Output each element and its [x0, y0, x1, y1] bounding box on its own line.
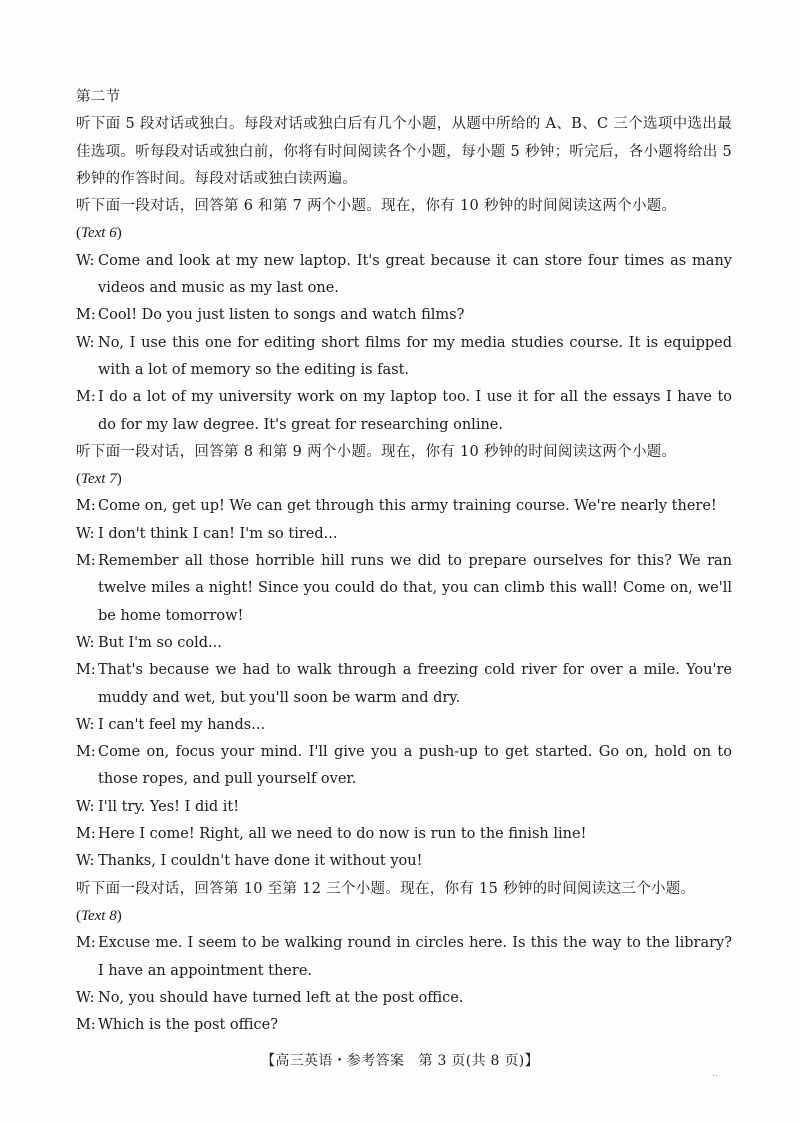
label-open-paren: (: [76, 471, 81, 488]
text-label: [76, 220, 732, 247]
label-text: Text 6: [81, 225, 117, 242]
speaker-label: W:: [76, 853, 95, 870]
dialogue-line: [76, 302, 732, 329]
dialogue-text: Cool! Do you just listen to songs and watch films?: [98, 307, 465, 324]
dialogue-text: Remember all those horrible hill runs we did to prepare ourselves for this? We ran twelve miles a night! Since you could do that, you can climb this wall! Come on, we'll be home tomorrow!: [98, 553, 732, 624]
dialogue-line: [76, 821, 732, 848]
label-text: Text 7: [81, 471, 117, 488]
dialogue-text: Come and look at my new laptop. It's great because it can store four times as many videos and music as my last one.: [98, 252, 732, 297]
speaker-label: M:: [76, 826, 96, 843]
instructions: 听下面 5 段对话或独白。每段对话或独白后有几个小题，从题中所给的 A、B、C 三个选项中选出最佳选项。听每段对话或独白前，你将有时间阅读各个小题，每小题 5 秒钟；听完后，各小题将给出 5 秒钟的作答时间。每段对话或独白读两遍。: [76, 116, 732, 187]
dialogue-text: I do a lot of my university work on my laptop too. I use it for all the essays I have to do for my law degree. It's great for researching online.: [98, 389, 732, 433]
dialogue-line: [76, 548, 732, 630]
label-text: Text 8: [81, 907, 117, 924]
dialogue-line: [76, 794, 732, 821]
dialogue-line: [76, 930, 732, 985]
dialogue-line: [76, 330, 732, 385]
question-prompt: 听下面一段对话，回答第 10 至第 12 三个小题。现在，你有 15 秒钟的时间阅读这三个小题。: [76, 880, 696, 897]
dialogue-text: I'll try. Yes! I did it!: [98, 798, 240, 815]
dialogue-line: [76, 521, 732, 548]
speaker-label: M:: [76, 1017, 96, 1034]
dialogue-text: Which is the post office?: [98, 1017, 279, 1034]
question-prompt: 听下面一段对话，回答第 8 和第 9 两个小题。现在，你有 10 秒钟的时间阅读这两个小题。: [76, 443, 677, 460]
speaker-label: M:: [76, 498, 96, 515]
speaker-label: M:: [76, 307, 96, 324]
dialogue-line: [76, 1012, 732, 1039]
dialogue-line: [76, 985, 732, 1012]
document-page: [76, 84, 732, 1039]
page-footer: 【高三英语・参考答案 第 3 页(共 8 页)】: [261, 1053, 539, 1069]
dialogue-text: I don't think I can! I'm so tired...: [98, 525, 338, 542]
speaker-label: W:: [76, 525, 95, 542]
speaker-label: M:: [76, 744, 96, 761]
speaker-label: M:: [76, 935, 96, 952]
label-open-paren: (: [76, 907, 81, 924]
label-close-paren: ): [116, 471, 122, 488]
dialogue-line: [76, 248, 732, 303]
speaker-label: W:: [76, 634, 95, 651]
speaker-label: M:: [76, 553, 96, 570]
dialogue-text: Here I come! Right, all we need to do now is run to the finish line!: [98, 826, 587, 843]
dialogue-blocks: [76, 193, 732, 1039]
text-label: [76, 903, 732, 930]
dialogue-text: Come on, focus your mind. I'll give you a push-up to get started. Go on, hold on to those ropes, and pull yourself over.: [98, 744, 732, 788]
label-open-paren: (: [76, 225, 81, 242]
dialogue-text: But I'm so cold...: [98, 634, 222, 651]
dialogue-line: [76, 493, 732, 520]
speaker-label: W:: [76, 798, 95, 815]
dialogue-line: [76, 384, 732, 439]
dialogue-line: [76, 712, 732, 739]
dialogue-text: I can't feel my hands...: [98, 716, 266, 733]
dialogue-text: That's because we had to walk through a freezing cold river for over a mile. You're muddy and wet, but you'll soon be warm and dry.: [98, 662, 732, 706]
text-label: [76, 466, 732, 493]
dialogue-line: [76, 739, 732, 794]
dialogue-line: [76, 630, 732, 657]
speaker-label: M:: [76, 662, 96, 679]
speaker-label: W:: [76, 716, 95, 733]
speaker-label: W:: [76, 252, 95, 269]
dialogue-text: No, you should have turned left at the post office.: [98, 989, 464, 1006]
dialogue-text: Excuse me. I seem to be walking round in circles here. Is this the way to the library? I have an appointment there.: [98, 935, 732, 979]
dialogue-line: [76, 848, 732, 875]
dialogue-text: No, I use this one for editing short films for my media studies course. It is equipped with a lot of memory so the editing is fast.: [98, 334, 732, 378]
section-title: 第二节: [76, 89, 121, 105]
scan-mark: ..: [712, 1068, 719, 1079]
dialogue-text: Come on, get up! We can get through this army training course. We're nearly there!: [98, 498, 717, 515]
question-prompt: 听下面一段对话，回答第 6 和第 7 两个小题。现在，你有 10 秒钟的时间阅读这两个小题。: [76, 198, 677, 215]
dialogue-line: [76, 657, 732, 712]
label-close-paren: ): [116, 907, 122, 924]
speaker-label: W:: [76, 989, 95, 1006]
speaker-label: M:: [76, 389, 96, 406]
label-close-paren: ): [116, 225, 122, 242]
speaker-label: W:: [76, 334, 95, 351]
dialogue-text: Thanks, I couldn't have done it without you!: [98, 853, 423, 870]
